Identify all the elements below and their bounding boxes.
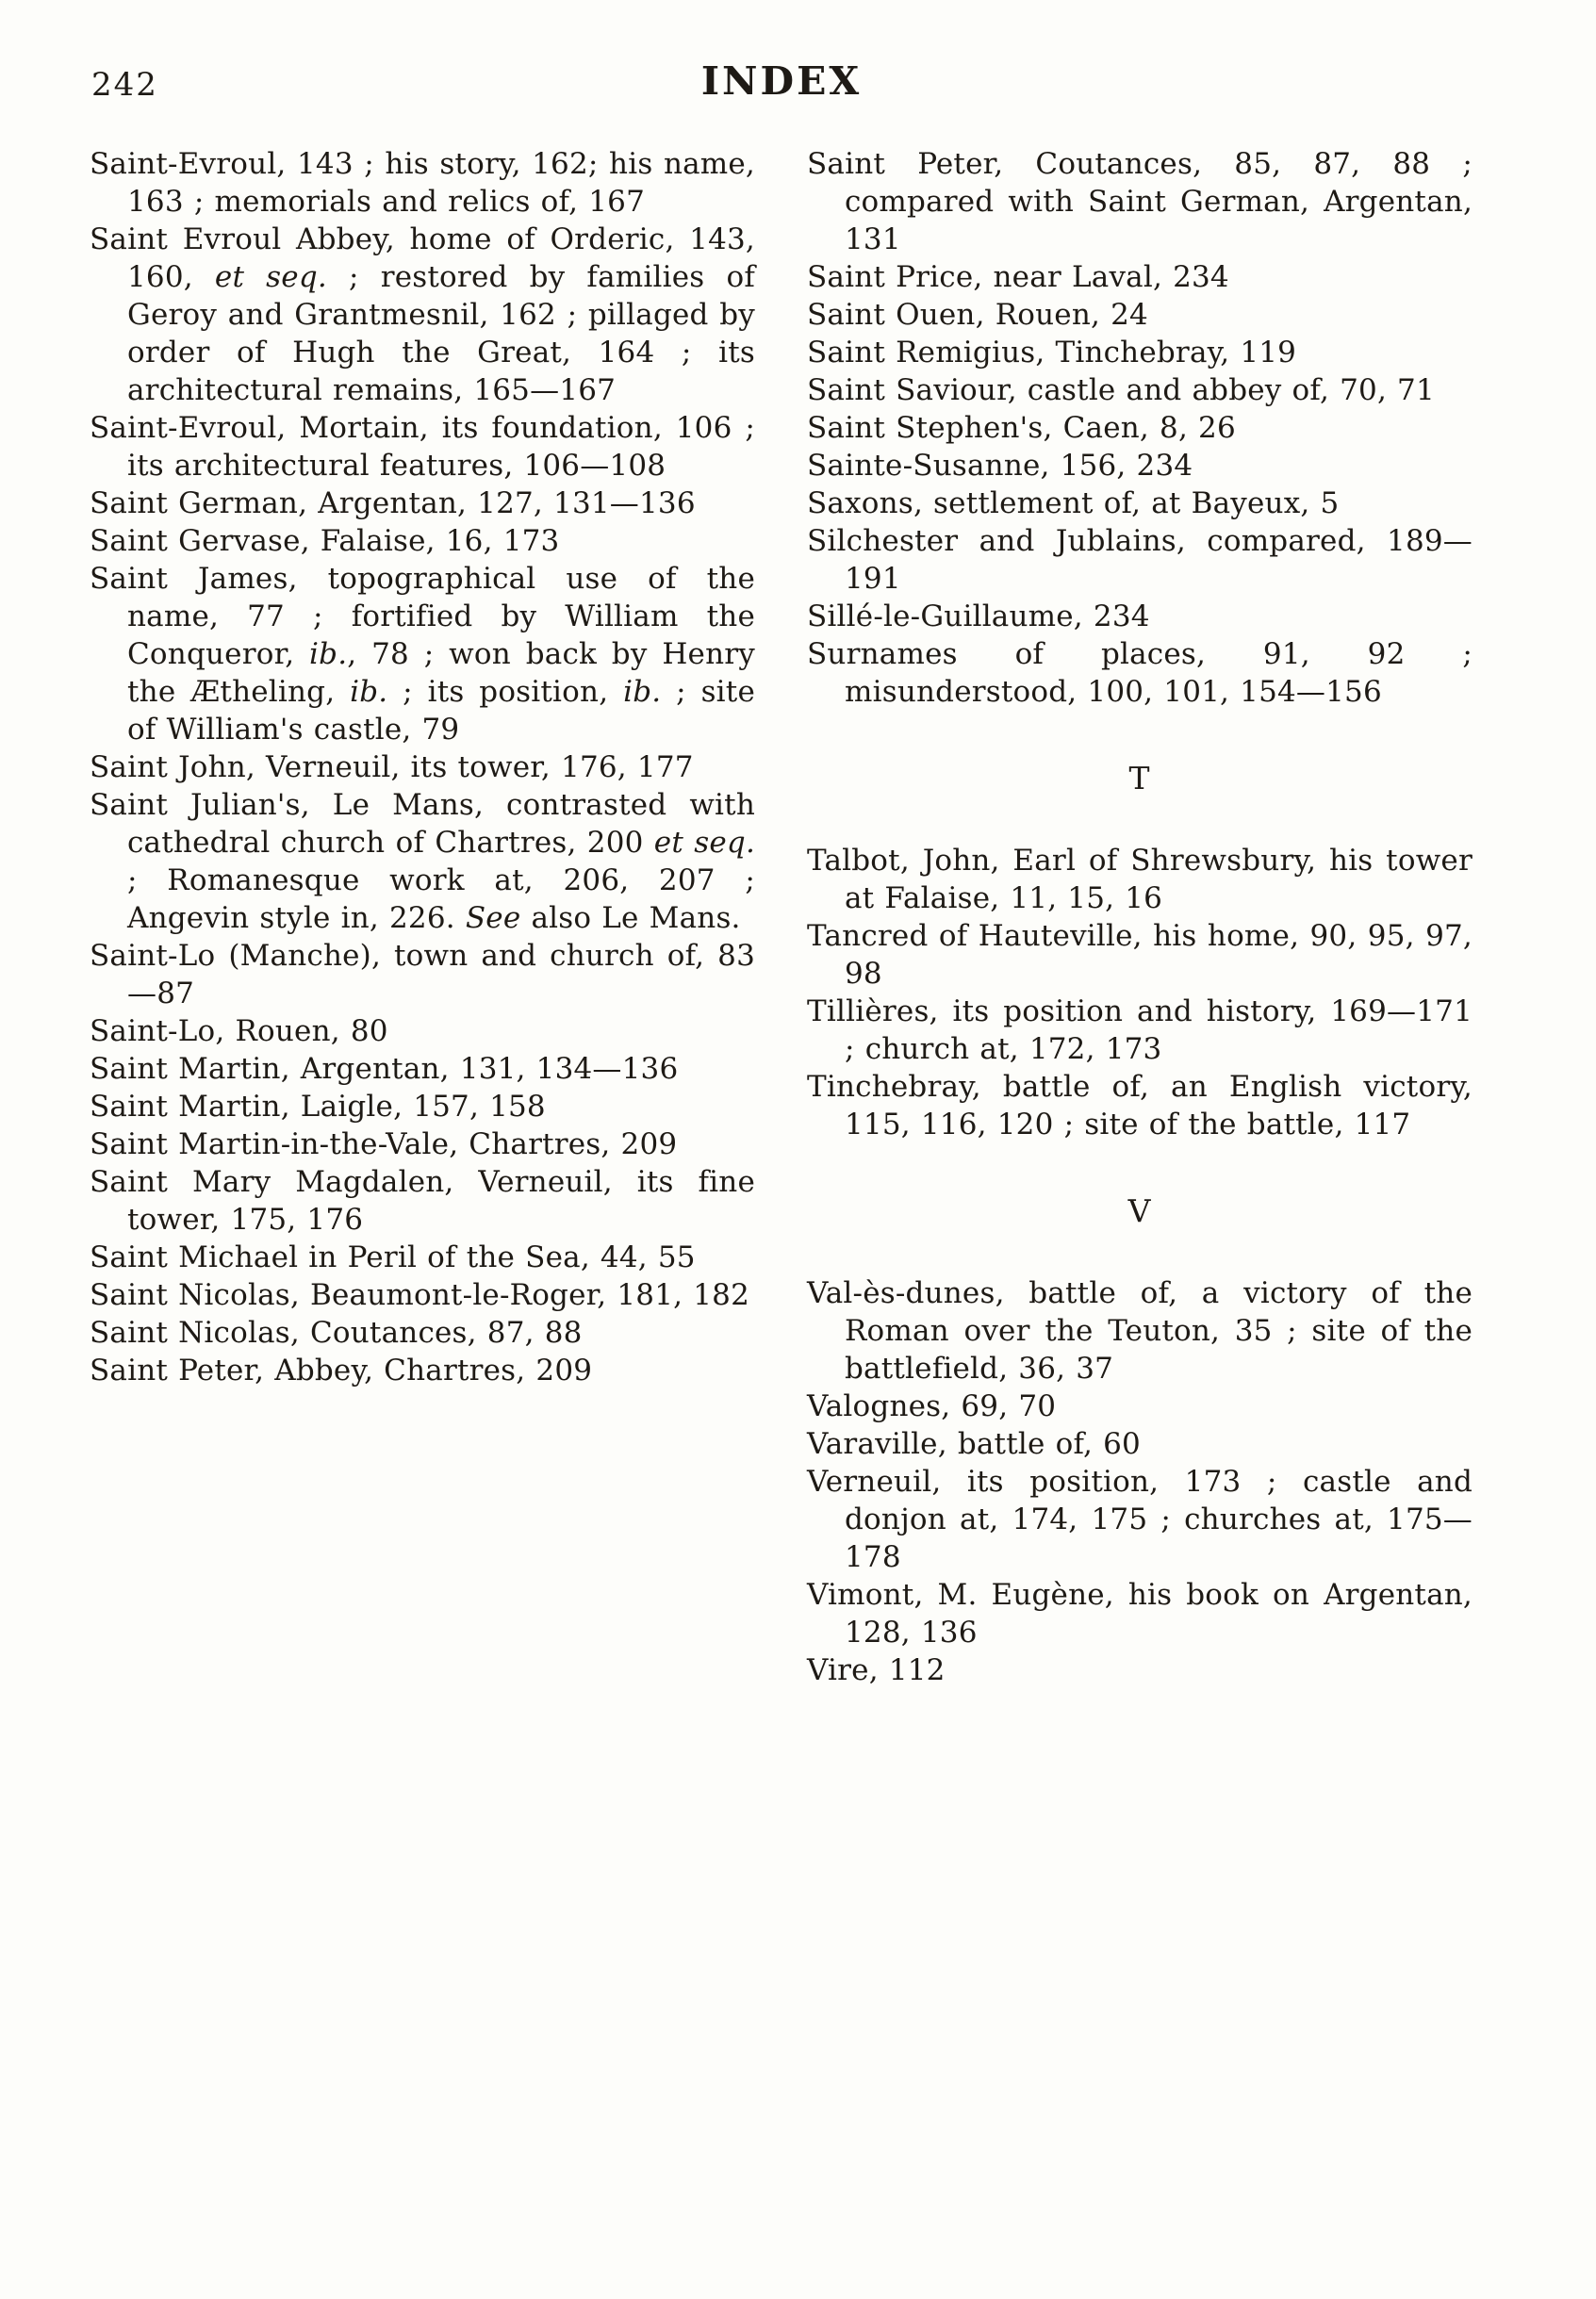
entry-text-run: ib. [623,675,662,709]
entry-text-run: Valognes, 69, 70 [807,1389,1057,1423]
index-entry [807,447,1473,484]
entry-text-run: ; its position, [387,675,624,709]
entry-text-run: et seq. [653,826,755,860]
entry-text-run: Saint Martin, Laigle, 157, 158 [90,1090,546,1124]
index-entry [807,1651,1473,1689]
index-entry [807,1576,1473,1651]
index-entry [807,1068,1473,1143]
index-entry [90,560,755,748]
page-title: INDEX [700,58,863,104]
index-entry [90,484,755,522]
index-entry [90,1050,755,1088]
index-entry [90,1314,755,1352]
entry-text-run: Saint Gervase, Falaise, 16, 173 [90,524,560,558]
page-number: 242 [91,66,158,104]
entry-text-run: Vimont, M. Eugène, his book on Argentan, 128, 136 [807,1578,1473,1650]
entry-text-run: Sainte-Susanne, 156, 234 [807,449,1193,483]
entry-text-run: Silchester and Jublains, compared, 189—191 [807,524,1473,596]
index-column-left [90,145,755,1689]
index-entry [807,296,1473,334]
entry-text-run: Saint German, Argentan, 127, 131—136 [90,486,696,520]
index-entry [807,522,1473,598]
section-letter: V [1127,1192,1152,1229]
entry-text-run: ib. [350,675,388,709]
entry-text-run: Saxons, settlement of, at Bayeux, 5 [807,486,1340,520]
index-entry [807,842,1473,917]
entry-text-run: Saint Evroul Abbey, home of Orderic, 143, 160, [90,222,755,294]
index-entry [807,1463,1473,1576]
index-entry [807,993,1473,1068]
index-entry [90,1088,755,1125]
index-entry [807,409,1473,447]
entry-text-run: ib. [309,637,348,671]
entry-text-run: Saint-Evroul, 143 ; his story, 162; his name, 163 ; memorials and relics of, 167 [90,147,755,219]
entry-text-run: Saint Saviour, castle and abbey of, 70, 71 [807,373,1435,407]
index-entry [807,635,1473,711]
index-entry [90,522,755,560]
entry-text-run: Saint Price, near Laval, 234 [807,260,1229,294]
entry-text-run: Saint Nicolas, Coutances, 87, 88 [90,1316,583,1350]
index-entry [90,1352,755,1389]
entry-text-run: ; site of William's castle, 79 [127,675,755,747]
index-entry [90,748,755,786]
index-column-right [807,145,1473,1689]
page-header [90,57,1473,111]
entry-text-run: Sillé-le-Guillaume, 234 [807,599,1150,633]
index-entry [807,258,1473,296]
entry-text-run: Saint Nicolas, Beaumont-le-Roger, 181, 182 [90,1278,750,1312]
entry-text-run: Saint-Lo, Rouen, 80 [90,1014,388,1048]
entry-text-run: Saint Stephen's, Caen, 8, 26 [807,411,1236,445]
index-entry [807,334,1473,371]
entry-text-run: Saint Peter, Coutances, 85, 87, 88 ; compared with Saint German, Argentan, 131 [807,147,1473,256]
entry-text-run: also Le Mans. [520,901,741,935]
index-entry [90,145,755,221]
index-entry [90,937,755,1012]
entry-text-run: Tinchebray, battle of, an English victory, 115, 116, 120 ; site of the battle, 117 [807,1070,1473,1141]
entry-text-run: Saint Julian's, Le Mans, contrasted with cathedral church of Chartres, 200 [90,788,755,860]
index-entry [90,786,755,937]
entry-text-run: Tillières, its position and history, 169—171 ; church at, 172, 173 [807,994,1473,1066]
entry-text-run: Saint Peter, Abbey, Chartres, 209 [90,1354,593,1388]
entry-text-run: See [465,901,521,935]
entry-text-run: Saint Mary Magdalen, Verneuil, its fine tower, 175, 176 [90,1165,755,1237]
entry-text-run: Saint Michael in Peril of the Sea, 44, 55 [90,1240,696,1274]
index-entry [807,484,1473,522]
index-entry [807,917,1473,993]
index-entry [90,1163,755,1239]
entry-text-run: Tancred of Hauteville, his home, 90, 95, 97, 98 [807,919,1473,991]
section-letter: T [1128,760,1151,796]
entry-text-run: ; restored by families of Geroy and Grantmesnil, 162 ; pillaged by order of Hugh the Great, 164 ; its architectural remains, 165—167 [127,260,755,407]
index-entry [90,409,755,484]
entry-text-run: Verneuil, its position, 173 ; castle and donjon at, 174, 175 ; churches at, 175—178 [807,1465,1473,1574]
index-entry [90,1125,755,1163]
index-entry [90,221,755,409]
entry-text-run: Val-ès-dunes, battle of, a victory of the Roman over the Teuton, 35 ; site of the battlefield, 36, 37 [807,1276,1473,1386]
entry-text-run: ; Romanesque work at, 206, 207 ; Angevin style in, 226. [127,863,755,935]
entry-text-run: Saint Ouen, Rouen, 24 [807,298,1148,332]
entry-text-run: Saint Remigius, Tinchebray, 119 [807,336,1297,369]
entry-text-run: Vire, 112 [807,1653,946,1687]
entry-text-run: Saint John, Verneuil, its tower, 176, 177 [90,750,694,784]
entry-text-run: Saint James, topographical use of the name, 77 ; fortified by William the Conqueror, [90,562,755,671]
index-entry [807,1388,1473,1425]
index-entry [807,371,1473,409]
entry-text-run: Saint Martin-in-the-Vale, Chartres, 209 [90,1127,678,1161]
entry-text-run: , 78 ; won back by Henry the Ætheling, [127,637,755,709]
entry-text-run: Saint-Lo (Manche), town and church of, 83—87 [90,939,755,1010]
index-entry [90,1276,755,1314]
entry-text-run: Saint Martin, Argentan, 131, 134—136 [90,1052,679,1086]
index-entry [807,1274,1473,1388]
entry-text-run: Talbot, John, Earl of Shrewsbury, his tower at Falaise, 11, 15, 16 [807,844,1473,915]
index-entry [807,1425,1473,1463]
entry-text-run: Surnames of places, 91, 92 ; misunderstood, 100, 101, 154—156 [807,637,1473,709]
index-columns [90,145,1473,1689]
entry-text-run: Varaville, battle of, 60 [807,1427,1141,1461]
entry-text-run: Saint-Evroul, Mortain, its foundation, 106 ; its architectural features, 106—108 [90,411,755,483]
entry-text-run: et seq. [214,260,327,294]
index-entry [807,598,1473,635]
index-entry [90,1239,755,1276]
index-entry [807,145,1473,258]
index-entry [90,1012,755,1050]
